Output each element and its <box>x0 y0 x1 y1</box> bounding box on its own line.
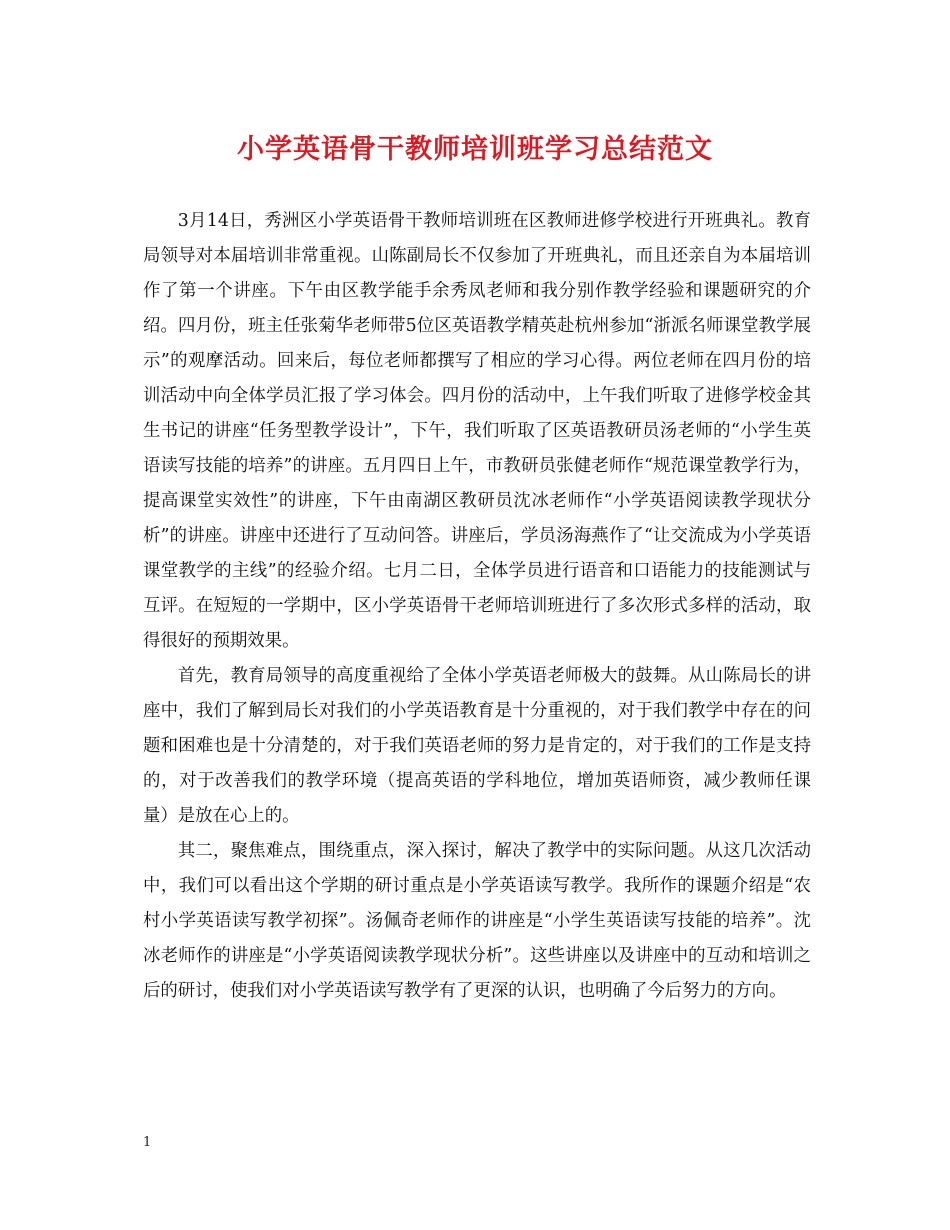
paragraph-2: 首先，教育局领导的高度重视给了全体小学英语老师极大的鼓舞。从山陈局长的讲座中，我们了解到局长对我们的小学英语教育是十分重视的，对于我们教学中存在的问题和困难也是十分清楚的，对于我们英语老师的努力是肯定的，对于我们的工作是支持的，对于改善我们的教学环境（提高英语的学科地位，增加英语师资，减少教师任课量）是放在心上的。 <box>143 666 811 826</box>
page-number: 1 <box>143 1135 152 1150</box>
document-title: 小学英语骨干教师培训班学习总结范文 <box>237 134 713 165</box>
paragraph-3: 其二，聚焦难点，围绕重点，深入探讨，解决了教学中的实际问题。从这几次活动中，我们可以看出这个学期的研讨重点是小学英语读写教学。我所作的课题介绍是“农村小学英语读写教学初探”。汤佩奇老师作的讲座是“小学生英语读写技能的培养”。沈冰老师作的讲座是“小学英语阅读教学现状分析”。这些讲座以及讲座中的互动和培训之后的研讨，使我们对小学英语读写教学有了更深的认识，也明确了今后努力的方向。 <box>143 841 811 1001</box>
document-body <box>143 204 811 1009</box>
paragraph-1: 3月14日，秀洲区小学英语骨干教师培训班在区教师进修学校进行开班典礼。教育局领导对本届培训非常重视。山陈副局长不仅参加了开班典礼，而且还亲自为本届培训作了第一个讲座。下午由区教学能手余秀凤老师和我分别作教学经验和课题研究的介绍。四月份，班主任张菊华老师带5位区英语教学精英赴杭州参加“浙派名师课堂教学展示”的观摩活动。回来后，每位老师都撰写了相应的学习心得。两位老师在四月份的培训活动中向全体学员汇报了学习体会。四月份的活动中，上午我们听取了进修学校金其生书记的讲座“任务型教学设计”，下午，我们听取了区英语教研员汤老师的“小学生英语读写技能的培养”的讲座。五月四日上午，市教研员张健老师作“规范课堂教学行为，提高课堂实效性”的讲座，下午由南湖区教研员沈冰老师作“小学英语阅读教学现状分析”的讲座。讲座中还进行了互动问答。讲座后，学员汤海燕作了“让交流成为小学英语课堂教学的主线”的经验介绍。七月二日，全体学员进行语音和口语能力的技能测试与互评。在短短的一学期中，区小学英语骨干老师培训班进行了多次形式多样的活动，取得很好的预期效果。 <box>143 211 811 651</box>
